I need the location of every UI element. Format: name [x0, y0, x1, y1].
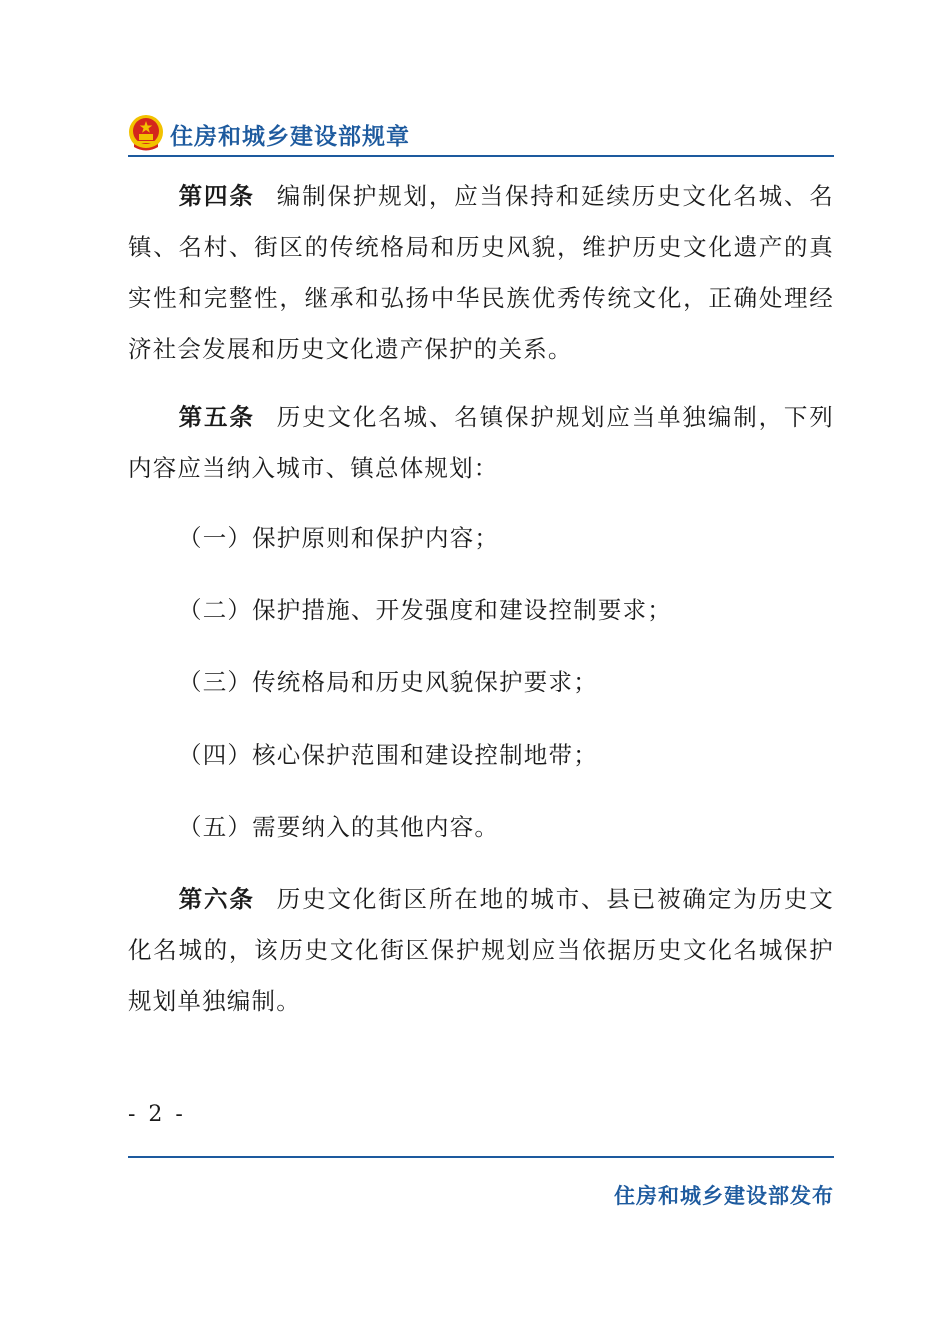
article-6 [128, 874, 834, 1027]
header-divider [128, 155, 834, 157]
article-text: 历史文化名城、名镇保护规划应当单独编制，下列内容应当纳入城市、镇总体规划： [128, 403, 834, 482]
national-emblem-icon [128, 114, 164, 152]
list-item: （四）核心保护范围和建设控制地带； [178, 741, 598, 769]
article-label: 第五条 [178, 403, 255, 431]
article-text: 历史文化街区所在地的城市、县已被确定为历史文化名城的，该历史文化街区保护规划应当依据历史文化名城保护规划单独编制。 [128, 885, 834, 1015]
footer-divider [128, 1156, 834, 1158]
document-header [128, 114, 834, 154]
list-item: （三）传统格局和历史风貌保护要求； [178, 668, 598, 696]
list-item: （二）保护措施、开发强度和建设控制要求； [178, 596, 672, 624]
article-label: 第四条 [178, 182, 255, 210]
article-text: 编制保护规划，应当保持和延续历史文化名城、名镇、名村、街区的传统格局和历史风貌，维护历史文化遗产的真实性和完整性，继承和弘扬中华民族优秀传统文化，正确处理经济社会发展和历史文化遗产保护的关系。 [128, 182, 834, 363]
list-item: （一）保护原则和保护内容； [178, 524, 500, 552]
article-4 [128, 171, 834, 375]
article-5 [128, 392, 834, 494]
article-label: 第六条 [178, 885, 255, 913]
page-number: - 2 - [128, 1102, 186, 1127]
footer-publisher: 住房和城乡建设部发布 [614, 1184, 834, 1208]
list-item: （五）需要纳入的其他内容。 [178, 813, 500, 841]
header-title: 住房和城乡建设部规章 [170, 124, 410, 150]
